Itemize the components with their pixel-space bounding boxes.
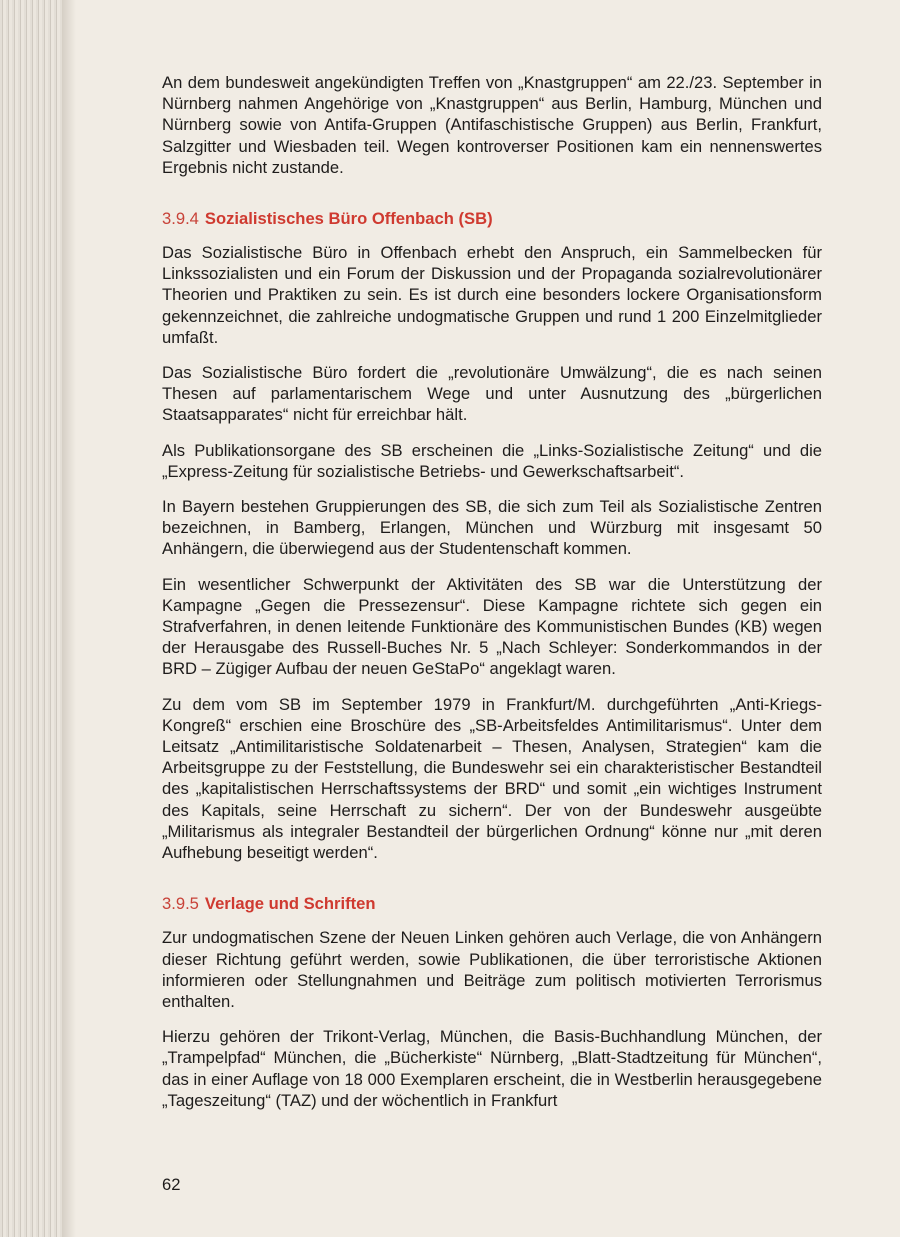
- book-page-edges: [0, 0, 62, 1237]
- section-number: 3.9.5: [162, 894, 199, 914]
- paragraph: In Bayern bestehen Gruppierungen des SB, die sich zum Teil als Sozialistische Zentren bezeichnen, in Bamberg, Erlangen, München und Würzburg mit insgesamt 50 Anhängern, die überwiegend aus der Studentenschaft kommen.: [162, 497, 822, 559]
- page-body: [162, 72, 822, 1111]
- paragraph: Das Sozialistische Büro in Offenbach erhebt den Anspruch, ein Sammelbecken für Linkssozialisten und ein Forum der Diskussion und der Propaganda sozialrevolutionärer Theorien und Praktiken zu sein. Es ist durch eine besonders lockere Organisationsform gekennzeichnet, die zahlreiche undogmatische Gruppen und rund 1 200 Einzelmitglieder umfaßt.: [162, 243, 822, 347]
- paragraph: Das Sozialistische Büro fordert die „revolutionäre Umwälzung“, die es nach seinen Thesen auf parlamentarischem Wege und unter Ausnutzung des „bürgerlichen Staatsapparates“ nicht für erreichbar hält.: [162, 363, 822, 425]
- gutter-shadow: [62, 0, 76, 1237]
- intro-paragraph: An dem bundesweit angekündigten Treffen von „Knastgruppen“ am 22./23. September in Nürnberg nahmen Angehörige von „Knastgruppen“ aus Berlin, Hamburg, München und Nürnberg sowie von Antifa-Gruppen (Antifaschistische Gruppen) aus Berlin, Frankfurt, Salzgitter und Wiesbaden teil. Wegen kontroverser Positionen kam ein nennenswertes Ergebnis nicht zustande.: [162, 73, 822, 177]
- section-number: 3.9.4: [162, 209, 199, 229]
- paragraph: Zur undogmatischen Szene der Neuen Linken gehören auch Verlage, die von Anhängern dieser Richtung geführt werden, sowie Publikationen, die über terroristische Aktionen informieren oder Stellungnahmen und Beiträge zum politisch motivierten Terrorismus enthalten.: [162, 928, 822, 1011]
- section-title: Sozialistisches Büro Offenbach (SB): [204, 209, 493, 229]
- paragraph: Ein wesentlicher Schwerpunkt der Aktivitäten des SB war die Unterstützung der Kampagne „Gegen die Pressezensur“. Diese Kampagne richtete sich gegen ein Strafverfahren, in denen leitende Funktionäre des Kommunistischen Bundes (KB) wegen der Herausgabe des Russell-Buches Nr. 5 „Nach Schleyer: Sonderkommandos in der BRD – Zügiger Aufbau der neuen GeStaPo“ angeklagt waren.: [162, 574, 822, 679]
- section-heading-3-9-4: [162, 208, 822, 230]
- paragraph: Als Publikationsorgane des SB erscheinen die „Links-Sozialistische Zeitung“ und die „Express-Zeitung für sozialistische Betriebs- und Gewerkschaftsarbeit“.: [162, 440, 822, 481]
- paragraph: Zu dem vom SB im September 1979 in Frankfurt/M. durchgeführten „Anti-Kriegs-Kongreß“ erschien eine Broschüre des „SB-Arbeitsfeldes Antimilitarismus“. Unter dem Leitsatz „Antimilitaristische Soldatenarbeit – Thesen, Analysen, Strategien“ kam die Arbeitsgruppe zu der Feststellung, die Bundeswehr sei ein charakteristischer Bestandteil des „kapitalistischen Herrschaftssystems der BRD“ und somit „ein wichtiges Instrument des Kapitals, seine Herrschaft zu sichern“. Der von der Bundeswehr ausgeübte „Militarismus als integraler Bestandteil der bürgerlichen Ordnung“ könne nur „mit deren Aufhebung beseitigt werden“.: [162, 694, 822, 863]
- section-heading-3-9-5: [162, 893, 822, 915]
- page-number: 62: [162, 1175, 181, 1194]
- section-title: Verlage und Schriften: [204, 894, 376, 914]
- paragraph: Hierzu gehören der Trikont-Verlag, München, die Basis-Buchhandlung München, der „Trampelpfad“ München, die „Bücherkiste“ Nürnberg, „Blatt-Stadtzeitung für München“, das in einer Auflage von 18 000 Exemplaren erscheint, die in Westberlin herausgegebene „Tageszeitung“ (TAZ) und der wöchentlich in Frankfurt: [162, 1027, 822, 1110]
